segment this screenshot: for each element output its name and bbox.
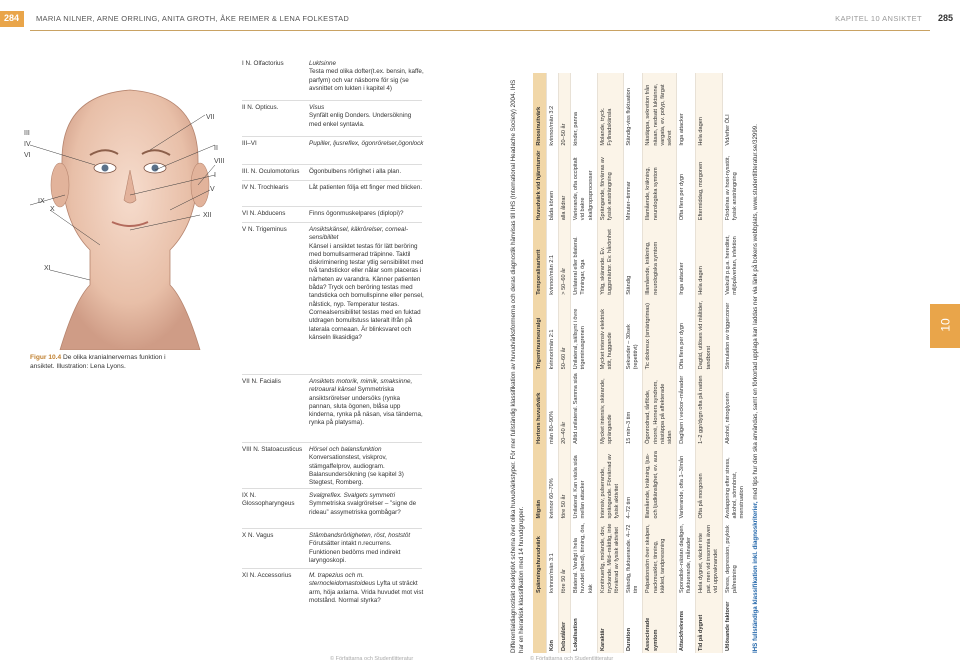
nerve-name: I N. Olfactorius	[242, 60, 284, 67]
table-cell: > 50–60 år	[559, 222, 571, 297]
table-cell: Sporadisk–nästan dagligen, fluktuerande, månader	[677, 520, 696, 595]
divider	[242, 180, 422, 181]
table-cell: Hela dagen	[696, 73, 722, 148]
divider	[242, 222, 422, 223]
table-cell: Minuter–timmar	[624, 148, 643, 223]
nerve-function: Luktsinne	[309, 60, 336, 67]
column-header: Huvudvärk vid hjärntumör	[533, 148, 547, 223]
nerve-name: IX N. Glossopharyngeus	[242, 492, 295, 508]
table-cell: Sekunder – 30sek (repetitivt)	[624, 297, 643, 372]
face-illustration	[20, 50, 240, 350]
authors: MARIA NILNER, ARNE ORRLING, ANITA GROTH, ÅKE REIMER & LENA FOLKESTAD	[36, 14, 350, 23]
table-cell: Hela dygnet, väcker inte pat. men vid insomnia även vid uppvaknandet	[696, 520, 722, 595]
divider	[242, 136, 422, 137]
right-page-header	[480, 0, 960, 30]
table-cell: Ofta på morgonen	[696, 446, 722, 521]
row-label: Tid på dygnet	[696, 595, 722, 653]
table-cell: Alltid unilateral. Samma sida	[571, 371, 597, 446]
divider	[242, 568, 422, 569]
row-label: Utlösande faktorer	[722, 595, 748, 653]
table-cell: Illamående, kräkning, neurologiska symtom	[643, 222, 677, 297]
table-cell: Ständig-viss fluktuation	[624, 73, 643, 148]
table-cell: Ständig, fluktuerande. 4–72 tim	[624, 520, 643, 595]
nerve-function: Svalgreflex. Svalgets symmetri	[309, 492, 396, 499]
table-cell: Eftermiddag, morgonen	[696, 148, 722, 223]
label-VII: VII	[206, 114, 215, 121]
table-row	[696, 73, 722, 653]
table-cell: Mycket intensiv elektrisk stöt, huggande	[597, 297, 623, 372]
nerve-name: X N. Vagus	[242, 532, 274, 539]
table-cell: före 50 år	[559, 520, 571, 595]
nerve-name: III. N. Oculomotorius	[242, 168, 300, 175]
nerve-function: Visus	[309, 104, 325, 111]
table-cell: 20–40 år	[559, 371, 571, 446]
nerve-function: Pupiller, ljusreflex, ögonrörelser,ögonlock	[309, 140, 424, 147]
divider	[242, 100, 422, 101]
divider	[242, 442, 422, 443]
table-cell: Ytlig, skärande. Ev. tuggsmärtor. Ev. hårömhet	[597, 222, 623, 297]
row-label: Debutålder	[559, 595, 571, 653]
table-note	[752, 73, 759, 653]
table-cell: Ofta flera per dygn	[677, 297, 696, 372]
table-cell: män 80–90%	[546, 371, 558, 446]
column-header: Rinosinuitvärk	[533, 73, 547, 148]
nerve-test: Låt patienten följa ett finger med blicken.	[309, 184, 423, 191]
table-row	[643, 73, 677, 653]
table-row	[624, 73, 643, 653]
table-row	[571, 73, 597, 653]
nerve-test: Testa med olika dofter(t.ex. bensin, kaffe, parfym) och var näsborre för sig (se avsnittet om lukten i kapitel 4)	[309, 68, 424, 92]
nerve-name: III–VI	[242, 140, 257, 147]
table-cell: kvinnor 60–70%	[546, 446, 558, 521]
row-label: Karaktär	[597, 595, 623, 653]
divider	[242, 528, 422, 529]
row-label: Attackfrekvens	[677, 595, 696, 653]
divider	[242, 164, 422, 165]
nerve-function: Stämbandsrörligheten, röst, hoststöt	[309, 532, 411, 539]
left-page-header	[0, 0, 480, 30]
row-label: Duration	[624, 595, 643, 653]
table-intro: Differentialdiagnostiskt deskriptivt schema över olika huvudvärkstyper. För mer fullständig klassifikation av huvudvärksformerna och deras diagnostik hänvisas till IHS (International Headache Society) 2004. IHS har en hierarkisk klassifikation med 14 huvudgrupper.	[510, 79, 526, 653]
label-X: X	[50, 206, 55, 213]
table-cell: kvinnor/män 3:1	[546, 520, 558, 595]
table-cell: kinder, panna	[571, 73, 597, 148]
nerve-test: Synfält enlig Donders. Undersökning med enkel syntavla.	[309, 112, 412, 128]
chapter-tab-label: 10	[938, 318, 953, 332]
chapter-tab	[930, 304, 960, 348]
table-cell: Kontinuerlig, molande, dov, tryckande. Mild–måttlig, inte förvärrad av fysisk aktivitet	[597, 520, 623, 595]
nerve-name: II N. Opticus.	[242, 104, 279, 111]
figure-caption	[30, 354, 170, 372]
table-cell: Varierande, ofta 1–3/mån	[677, 446, 696, 521]
row-label: Lokalisation	[571, 595, 597, 653]
table-cell: 50–60 år	[559, 297, 571, 372]
table-cell: Unilateral. Kan växla sida mellan attacker	[571, 446, 597, 521]
table-cell: Mycket intensiv, skärande, sprängande	[597, 371, 623, 446]
table-cell: Palpationsöm över skalpen, nackmuskler, tinning, käkled, tandpressning	[643, 520, 677, 595]
table-cell: Bilateral. Vanligt i hela huvudet (band), tinning, öra, käk	[571, 520, 597, 595]
table-row	[677, 73, 696, 653]
table-cell: Stimulation av triggerzoner	[722, 297, 748, 372]
nerve-test: Känsel i ansiktet testas för lätt beröring med bomullsarmerad träpinne. Taktil diskriminering testar ytlig sensibilitet med två tandstickor eller nålar som placeras i närheten av varandra. Känner patienten båda? Tryck och beröring testas med tandsticka och bomullspinne eller pensel, nålstick, nyp. Temperatur testas. Cornealsensibilitet testas med en fuktad utdragen bomullstuss lateralt ifrån på laterala corneaan. Är blinksvaret och känseln likasidiga?	[309, 242, 424, 341]
table-cell: Intensiv, pulserande, sprängande. Förvärrad av fysisk aktivitet	[597, 446, 623, 521]
table-cell: 1–2 ggr/dygn ofta på natten	[696, 371, 722, 446]
chapter-title: KAPITEL 10 ANSIKTET	[835, 14, 922, 23]
nerve-function: Hörsel och balansfunktion	[309, 446, 382, 453]
nerve-name: VII N. Facialis	[242, 378, 281, 385]
nerve-test: Symmetriska svalgrörelser – ”signe de rideau” assymetriska gombågar?	[309, 500, 417, 516]
table-cell: Ständig	[624, 222, 643, 297]
nerve-function: M. trapezius och m. sternocleidomastoideus	[309, 572, 376, 588]
table-cell: Unilateral eller bilateral. Tinningar, öga	[571, 222, 597, 297]
nerve-test: Symmetriska ansiktsrörelser undersöks (rynka pannan, sluta ögonen, blåsa upp kinderna, rynka på näsan, visa tänderna, rynka på platysma).	[309, 386, 423, 427]
nerve-name: IV N. Trochlearis	[242, 184, 289, 191]
table-cell: kvinnor/män 3:2	[546, 73, 558, 148]
label-IX: IX	[38, 198, 45, 205]
label-XII: XII	[203, 212, 212, 219]
table-row	[597, 73, 623, 653]
table-cell: kvinnor/män 2:1	[546, 297, 558, 372]
caption-label: Figur 10.4	[30, 354, 62, 361]
divider	[242, 488, 422, 489]
nerve-name: VIII N. Statoacusticus	[242, 446, 303, 453]
table-header-row	[533, 73, 547, 653]
nerve-name: XI N. Accessorius	[242, 572, 292, 579]
label-II: II	[214, 145, 218, 152]
table-cell: kvinnor/män 2:1	[546, 222, 558, 297]
table-cell: Sprängande, förvärras av fysisk ansträngning	[597, 148, 623, 223]
table-cell: Vaskulit p.g.a. hereditet, miljöpåverkan, infektion	[722, 222, 748, 297]
label-I: I	[214, 172, 216, 179]
table-cell: Dagligen i veckor–månader	[677, 371, 696, 446]
note-text: med tips hur den ska användas, samt en förkortad upplaga kan laddas ner via länk på bokens webbplats, www.studentlitteratur.se/32999.	[752, 124, 760, 502]
label-IV: IV	[24, 141, 31, 148]
nerve-test: Konversationstest, viskprov, stämgaffelprov, audiogram. Balansundersökning (se kapitel 3) Stegtest, Romberg.	[309, 454, 404, 487]
nerve-name: VI N. Abducens	[242, 210, 286, 217]
right-page-number: 285	[937, 13, 953, 23]
label-V: V	[210, 186, 215, 193]
row-label: Kön	[546, 595, 558, 653]
table-cell: Illamående, kräkning, neurologiska symtom	[643, 148, 677, 223]
nerve-function: Ansiktskänsel, käkrörelser, corneal-sensibilitet	[309, 226, 409, 242]
label-VI: VI	[24, 152, 31, 159]
column-header: Migrän	[533, 446, 547, 521]
table-cell: Inga attacker	[677, 222, 696, 297]
headache-table	[533, 73, 749, 653]
column-header: Trigeminusneuralgi	[533, 297, 547, 372]
table-cell: alla åldrar	[559, 148, 571, 223]
table-cell: Unilateral, sällsynt i övre trigeminusgrenen	[571, 297, 597, 372]
table-cell: Vid/efter ÖLI	[722, 73, 748, 148]
table-row	[546, 73, 558, 653]
copyright-left: © Författarna och Studentlitteratur	[330, 656, 414, 662]
copyright-right: © Författarna och Studentlitteratur	[530, 656, 614, 662]
headache-table-section	[510, 73, 910, 653]
table-row	[559, 73, 571, 653]
nerve-test: Förutsätter intakt n.recurrens. Funktionen bedöms med indirekt laryngoskopi.	[309, 540, 401, 564]
table-cell: Ögonrodnad, tårflöde, rinorré, Horners syndrom, nästäppa på affekterade sidan	[643, 371, 677, 446]
divider	[242, 374, 422, 375]
table-cell: 4–72 tim	[624, 446, 643, 521]
nerve-function: Ansiktets motorik, mimik, smaksinne, retroaural känsel	[309, 378, 413, 394]
table-cell: 15 min–3 tim	[624, 371, 643, 446]
table-cell: Molande, tryck. Fyllnadskänsla	[597, 73, 623, 148]
table-cell: Dagtid, utlöses vid måltider, tandborst	[696, 297, 722, 372]
nerve-test: Finns ögonmuskelpares (diplopi)?	[309, 210, 404, 217]
nerve-test: Ögonbulbens rörlighet i alla plan.	[309, 168, 402, 175]
table-cell: Varierande, ofta occipitalt vid bakre skallgropsprocesser	[571, 148, 597, 223]
nerve-name: V N. Trigeminus	[242, 226, 287, 233]
nerve-test: Lyfta ut sträckt arm, höja axlarna. Vrida huvudet mot vist motstånd. Normal styrka?	[309, 580, 424, 604]
table-cell: Avslappning efter stress, alkohol, sömnbrist, menstruation	[722, 446, 748, 521]
table-cell: Inga attacker	[677, 73, 696, 148]
note-bold: IHS fullständiga klassifikation inkl. diagnoskriterier,	[752, 501, 760, 653]
column-header: Temporalisarterit	[533, 222, 547, 297]
table-cell: 20–50 år	[559, 73, 571, 148]
label-III: III	[24, 130, 30, 137]
label-VIII: VIII	[214, 158, 225, 165]
table-cell: båda könen	[546, 148, 558, 223]
row-label: Associerade symtom	[643, 595, 677, 653]
table-cell: Illamående, kräkning, ljus- och ljudkänslighet, ev. aura	[643, 446, 677, 521]
table-cell: Stress, depression, psykisk påfrestning	[722, 520, 748, 595]
table-row	[722, 73, 748, 653]
column-header	[533, 595, 547, 653]
divider	[242, 206, 422, 207]
label-XI: XI	[44, 265, 51, 272]
column-header: Spänningshuvudvärk	[533, 520, 547, 595]
table-cell: Alkohol, nitroglycerin	[722, 371, 748, 446]
column-header: Hortons huvudvärk	[533, 371, 547, 446]
header-rule	[30, 30, 930, 31]
left-page-number: 284	[4, 13, 20, 23]
table-cell: Hela dagen	[696, 222, 722, 297]
caption-text: De olika kranialnervernas funktion i ansiktet. Illustration: Lena Lyons.	[30, 354, 166, 370]
table-cell: före 50 år	[559, 446, 571, 521]
table-cell: Nästäppa, sekretion från näsan, nedsatt luktsinne, vargata, ev. polyp, färgat sekret	[643, 73, 677, 148]
table-cell: Ofta flera per dygn	[677, 148, 696, 223]
table-cell: Fördelras av host-nysstöt, fysisk ansträngning	[722, 148, 748, 223]
table-cell: Tic doloreux (smärtgrimas)	[643, 297, 677, 372]
